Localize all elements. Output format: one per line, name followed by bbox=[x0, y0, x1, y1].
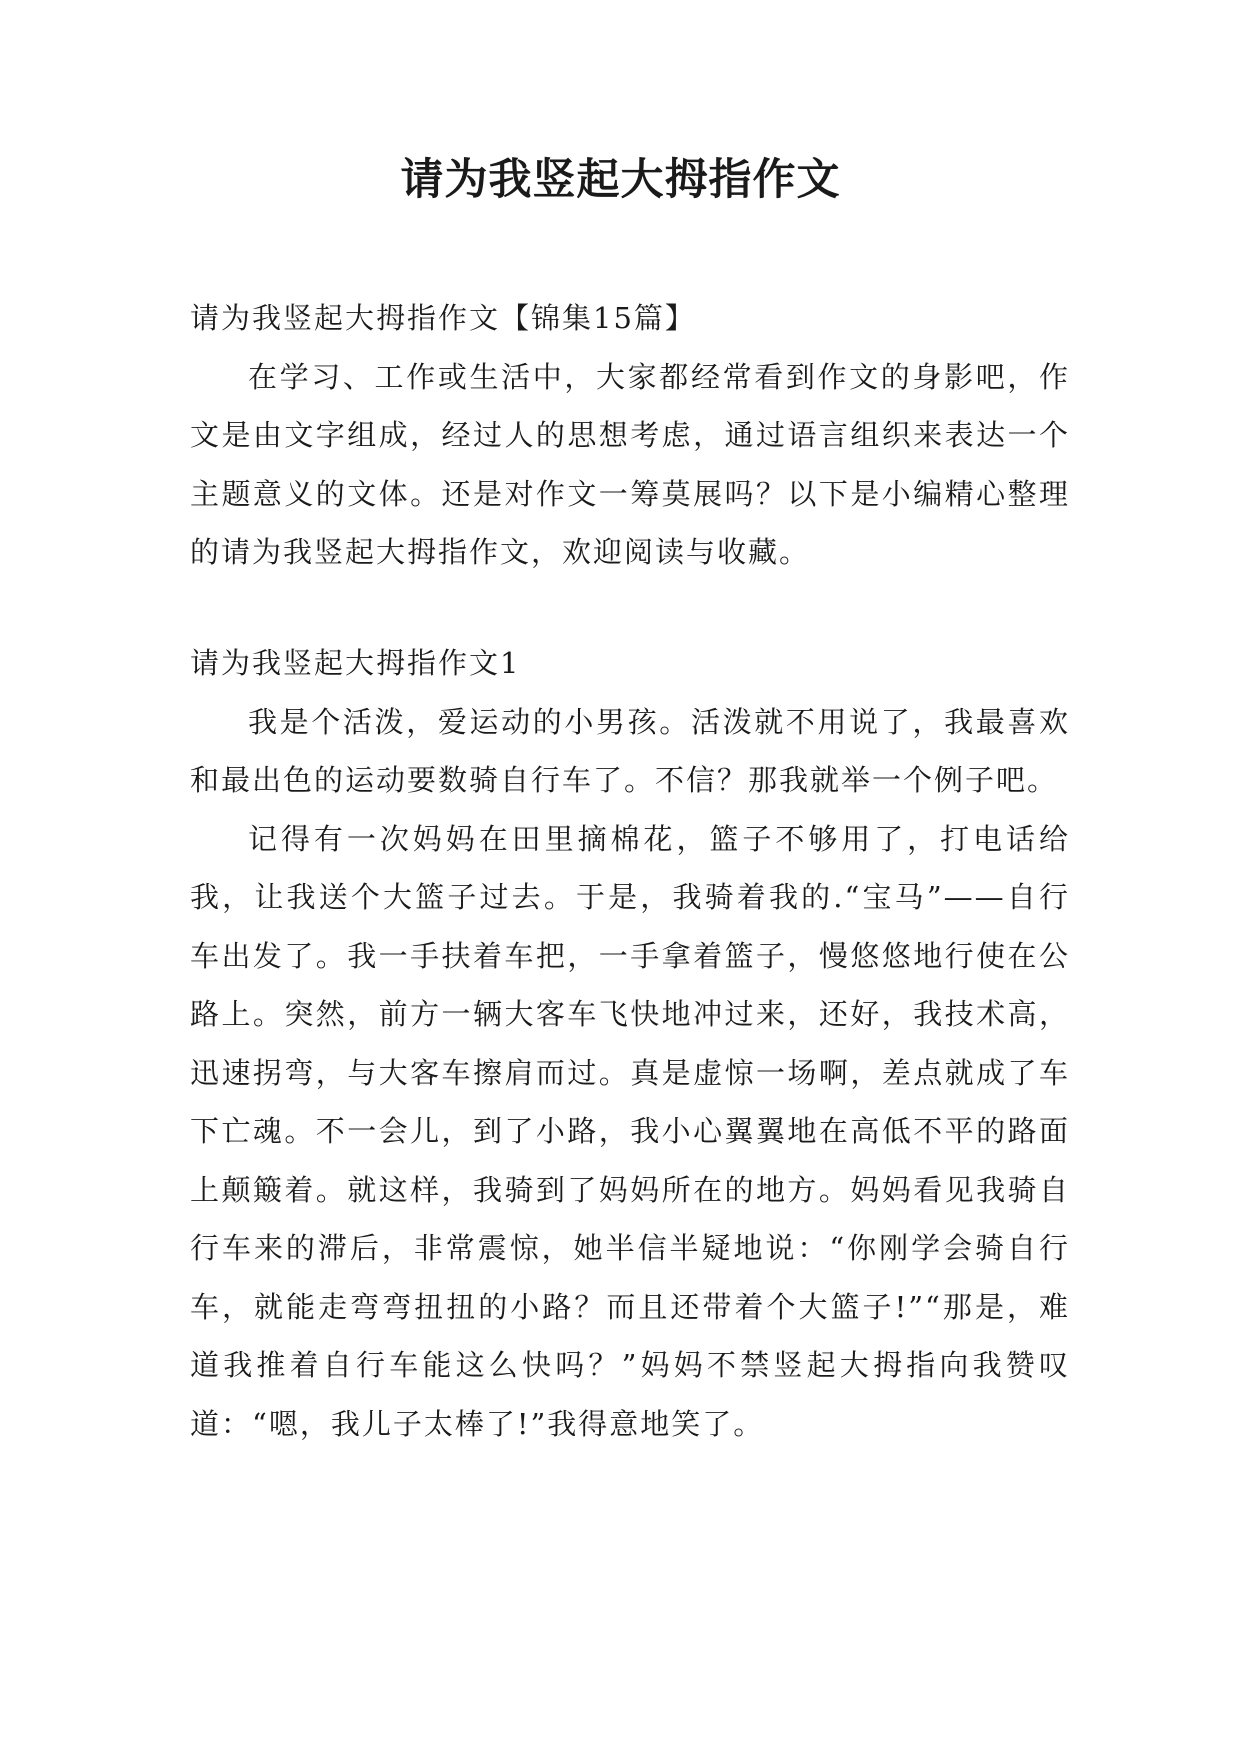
essay-1-section bbox=[190, 634, 1070, 1453]
intro-section bbox=[190, 289, 1070, 582]
intro-paragraph: 在学习、工作或生活中，大家都经常看到作文的身影吧，作文是由文字组成，经过人的思想考虑，通过语言组织来表达一个主题意义的文体。还是对作文一筹莫展吗？以下是小编精心整理的请为我竖起大拇指作文，欢迎阅读与收藏。 bbox=[190, 359, 1070, 569]
intro-heading: 请为我竖起大拇指作文【锦集15篇】 bbox=[190, 301, 696, 335]
essay-1-paragraph-1: 我是个活泼，爱运动的小男孩。活泼就不用说了，我最喜欢和最出色的运动要数骑自行车了。不信？那我就举一个例子吧。 bbox=[190, 704, 1070, 797]
document-title: 请为我竖起大拇指作文 bbox=[400, 155, 841, 205]
essay-1-paragraph-2: 记得有一次妈妈在田里摘棉花，篮子不够用了，打电话给我，让我送个大篮子过去。于是，我骑着我的.“宝马”——自行车出发了。我一手扶着车把，一手拿着篮子，慢悠悠地行使在公路上。突然，前方一辆大客车飞快地冲过来，还好，我技术高，迅速拐弯，与大客车擦肩而过。真是虚惊一场啊，差点就成了车下亡魂。不一会儿，到了小路，我小心翼翼地在高低不平的路面上颠簸着。就这样，我骑到了妈妈所在的地方。妈妈看见我骑自行车来的滞后，非常震惊，她半信半疑地说：“你刚学会骑自行车，就能走弯弯扭扭的小路？而且还带着个大篮子!”“那是，难道我推着自行车能这么快吗？”妈妈不禁竖起大拇指向我赞叹道：“嗯，我儿子太棒了!”我得意地笑了。 bbox=[190, 821, 1070, 1441]
essay-1-heading: 请为我竖起大拇指作文1 bbox=[190, 646, 521, 680]
